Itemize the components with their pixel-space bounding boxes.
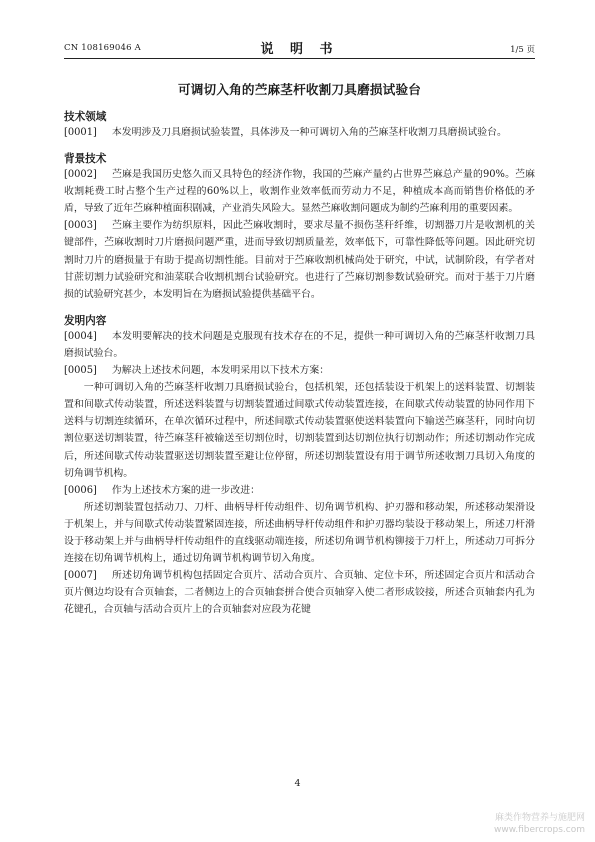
paragraph-text: 作为上述技术方案的进一步改进：: [111, 484, 260, 496]
paragraph-number: [0003]: [64, 220, 97, 232]
paragraph-number: [0006]: [64, 484, 97, 496]
paragraph-text: 苎麻主要作为纺织原料，因此苎麻收割时，要求尽量不损伤茎秆纤维，切割器刀片是收割机的关键部件，苎麻收割时刀片磨损问题严重，进而导致切割质量差，效率低下，可靠性降低等问题。因此研究切割时刀片的磨损量于有助于提高切割性能。目前对于苎麻收割机械尚处于研究，中试，试制阶段，有学者对甘蔗切割力试验研究和油菜联合收割机割台试验研究。也进行了苎麻切割参数试验研究。而对于基于刀片磨损的试验研究甚少，本发明旨在为磨损试验提供基础平台。: [64, 220, 535, 300]
paragraph-text: 所述切角调节机构包括固定合页片、活动合页片、合页轴、定位卡环，所述固定合页片和活动合页片侧边均设有合页轴套，二者侧边上的合页轴套拼合使合页轴穿入使二者形成铰接，所述合页轴套内孔为花键孔，合页轴与活动合页片上的合页轴套对应段为花键: [64, 570, 535, 616]
watermark: [494, 812, 585, 836]
paragraph-0007: [64, 567, 535, 618]
publication-number: CN 108169046 A: [64, 43, 141, 53]
paragraph-text: 本发明涉及刀具磨损试验装置，具体涉及一种可调切入角的苎麻茎杆收割刀具磨损试验台。: [111, 127, 507, 138]
section-heading-technical-field: 技术领域: [64, 111, 107, 123]
watermark-line-2: www.fibercrops.com: [494, 825, 585, 835]
paragraph-number: [0004]: [64, 330, 97, 342]
section-heading-summary: 发明内容: [64, 314, 107, 327]
paragraph-0002: [64, 166, 535, 217]
page-indicator: 1/5 页: [510, 45, 535, 55]
header-rule: [64, 58, 535, 59]
paragraph-0005-body: 一种可调切入角的苎麻茎杆收割刀具磨损试验台，包括机架，还包括装设于机架上的送料装置、切割装置和间歇式传动装置，所述送料装置与切割装置通过间歇式传动装置连接，在间歇式传动装置的协同作用下送料与切割连续循环，在单次循环过程中，所述间歇式传动装置驱使送料装置向下输送苎麻茎秆，同时向切割位驱送切割装置，待苎麻茎秆被输送至切割位时，切割装置到达切割位执行切割动作；所述切割动作完成后，所述间歇式传动装置驱送切割装置至避让位停留，所述切割装置设有用于调节所述收割刀具切入角度的切角调节机构。: [64, 382, 535, 479]
paragraph-number: [0005]: [64, 365, 97, 377]
paragraph-text: 本发明要解决的技术问题是克服现有技术存在的不足，提供一种可调切入角的苎麻茎杆收割刀具磨损试验台。: [64, 330, 535, 359]
paragraph-0003: [64, 217, 535, 302]
paragraph-number: [0002]: [64, 169, 97, 181]
paragraph-0006-body: 所述切割装置包括动刀、刀杆、曲柄导杆传动组件、切角调节机构、护刃器和移动架，所述移动架滑设于机架上，并与间歇式传动装置紧固连接，所述曲柄导杆传动组件和护刃器均装设于移动架上，所述刀杆滑设于移动架上并与曲柄导杆传动组件的直线驱动端连接，所述切角调节机构铆接于刀杆上，所述动刀可拆分连接在切角调节机构上，通过切角调节机构调节切入角度。: [64, 501, 535, 565]
document-type: 说 明 书: [260, 42, 339, 57]
section-gap: [64, 303, 535, 314]
section-heading-background: 背景技术: [64, 153, 107, 166]
watermark-line-1: 麻类作物营养与施肥网: [494, 813, 585, 823]
paragraph-text: 苎麻是我国历史悠久而又具特色的经济作物，我国的苎麻产量约占世界苎麻总产量的90%。苎麻收割耗费工时占整个生产过程的60%以上，收割作业效率低而劳动力不足，种植成本高而销售价格低的矛盾，导致了近年苎麻种植面积剧减，产业消失风险大。显然苎麻收割问题成为制约苎麻利用的重要因素。: [64, 169, 535, 215]
paragraph-0005: [64, 362, 535, 379]
document-body: [64, 110, 535, 618]
page-header: [64, 38, 535, 56]
paragraph-0006: [64, 482, 535, 499]
document-title: 可调切入角的苎麻茎杆收割刀具磨损试验台: [177, 82, 422, 97]
paragraph-0004: [64, 328, 535, 362]
paragraph-number: [0007]: [64, 570, 97, 582]
paragraph-0001: [64, 124, 535, 141]
section-gap: [64, 141, 535, 152]
paragraph-text: 为解决上述技术问题，本发明采用以下技术方案：: [111, 365, 330, 377]
page-number: 4: [294, 778, 301, 789]
paragraph-number: [0001]: [64, 127, 97, 138]
